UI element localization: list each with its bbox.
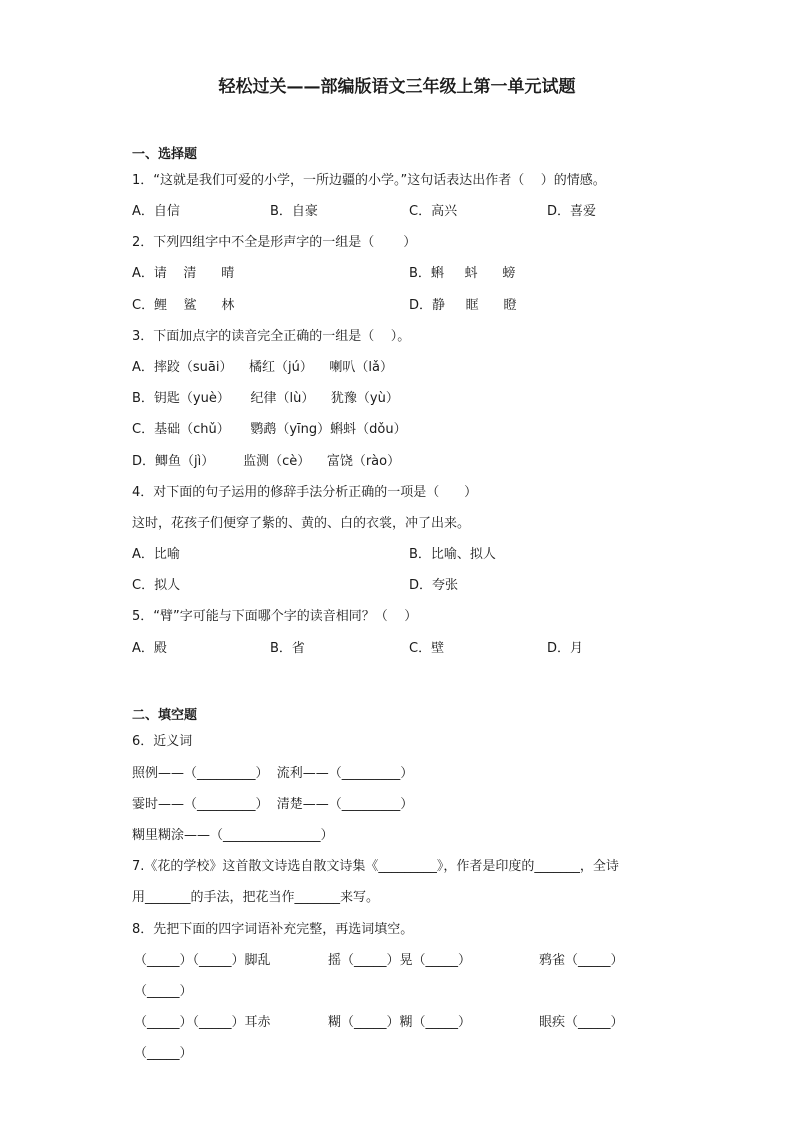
- q4-option-d: D．夸张: [409, 578, 459, 593]
- section-heading-choice: 一、选择题: [132, 147, 198, 162]
- page-title: 轻松过关——部编版语文三年级上第一单元试题: [218, 77, 576, 97]
- question-4-stem: 4．对下面的句子运用的修辞手法分析正确的一项是（ ）: [132, 485, 478, 500]
- question-7-line-2: 用_______的手法，把花当作_______来写。: [132, 890, 380, 905]
- q2-option-b: B．蝌 蚪 螃: [409, 266, 516, 281]
- q4-option-a: A．比喻: [132, 547, 180, 562]
- q4-sentence: 这时，花孩子们便穿了紫的、黄的、白的衣裳，冲了出来。: [132, 516, 471, 531]
- q4-option-b: B．比喻、拟人: [409, 547, 496, 562]
- question-3-stem: 3．下面加点字的读音完全正确的一组是（ ）。: [132, 329, 411, 344]
- q1-option-d: D．喜爱: [547, 204, 597, 219]
- question-5-stem: 5．“臂”字可能与下面哪个字的读音相同？（ ）: [132, 609, 418, 624]
- q8-item-3-wrap: （_____）: [134, 984, 193, 999]
- q4-option-c: C．拟人: [132, 578, 181, 593]
- question-2-stem: 2．下列四组字中不全是形声字的一组是（ ）: [132, 235, 417, 250]
- q5-option-c: C．壁: [409, 641, 445, 656]
- q3-option-b: B．钥匙（yuè） 纪律（lù） 犹豫（yù）: [132, 391, 399, 406]
- q6-synonym-row-3: 糊里糊涂——（_______________）: [132, 828, 334, 843]
- q2-option-d: D．静 眶 瞪: [409, 298, 517, 313]
- question-6-stem: 6．近义词: [132, 734, 193, 749]
- q3-option-d: D．鲫鱼（jì） 监测（cè） 富饶（rào）: [132, 454, 401, 469]
- q8-item-2: 摇（_____）晃（_____）: [328, 953, 472, 968]
- q3-option-a: A．摔跤（suāi） 橘红（jú） 喇叭（lǎ）: [132, 360, 393, 375]
- question-7-line-1: 7.《花的学校》这首散文诗选自散文诗集《_________》，作者是印度的_______，全诗: [132, 859, 619, 874]
- q8-item-6: 眼疾（_____）: [539, 1015, 624, 1030]
- q6-synonym-row-2: 霎时——（_________） 清楚——（_________）: [132, 797, 414, 812]
- q5-option-b: B．省: [270, 641, 305, 656]
- q3-option-c: C．基础（chǔ） 鹦鹉（yīng）蝌蚪（dǒu）: [132, 422, 407, 437]
- q8-item-5: 糊（_____）糊（_____）: [328, 1015, 472, 1030]
- q1-option-b: B．自豪: [270, 204, 318, 219]
- q5-option-d: D．月: [547, 641, 584, 656]
- q8-item-4: （_____）（_____）耳赤: [134, 1015, 271, 1030]
- q2-option-a: A．请 清 晴: [132, 266, 235, 281]
- q8-item-6-wrap: （_____）: [134, 1046, 193, 1061]
- q1-option-c: C．高兴: [409, 204, 458, 219]
- q8-item-1: （_____）（_____）脚乱: [134, 953, 271, 968]
- q5-option-a: A．殿: [132, 641, 167, 656]
- question-1-stem: 1．“这就是我们可爱的小学，一所边疆的小学。”这句话表达出作者（ ）的情感。: [132, 173, 606, 188]
- q6-synonym-row-1: 照例——（_________） 流利——（_________）: [132, 766, 414, 781]
- q8-item-3: 鸦雀（_____）: [539, 953, 624, 968]
- section-heading-fill: 二、填空题: [132, 708, 198, 723]
- q1-option-a: A．自信: [132, 204, 180, 219]
- q2-option-c: C．鲤 鲨 林: [132, 298, 235, 313]
- question-8-stem: 8．先把下面的四字词语补充完整，再选词填空。: [132, 922, 414, 937]
